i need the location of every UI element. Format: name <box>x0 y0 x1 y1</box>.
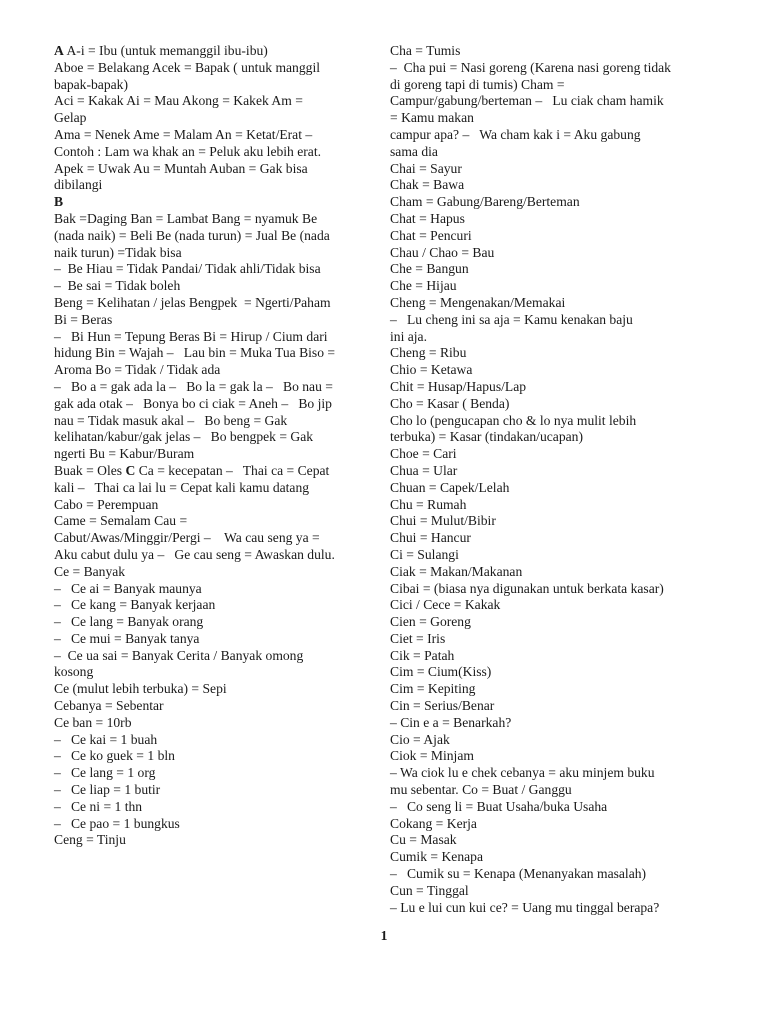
line-text: Cabo = Perempuan <box>54 496 159 512</box>
text-line <box>54 631 380 648</box>
line-text: bapak-bapak) <box>54 76 128 92</box>
line-text: Chu = Rumah <box>390 496 467 512</box>
line-text: – Cumik su = Kenapa (Menanyakan masalah) <box>390 866 647 882</box>
text-line <box>390 631 720 648</box>
line-text: Chat = Pencuri <box>390 227 472 243</box>
text-line <box>54 396 380 413</box>
line-text: Cabut/Awas/Minggir/Pergi – Wa cau seng ya = <box>54 530 320 546</box>
text-line <box>390 329 720 346</box>
line-text: Ce ban = 10rb <box>54 714 132 730</box>
text-line <box>390 463 720 480</box>
text-line <box>390 245 720 262</box>
text-line <box>390 715 720 732</box>
line-text: – Lu cheng ini sa aja = Kamu kenakan baju <box>390 311 633 327</box>
left-column <box>54 43 380 849</box>
text-line <box>390 177 720 194</box>
text-line <box>390 77 720 94</box>
line-text: Cibai = (biasa nya digunakan untuk berkata kasar) <box>390 580 664 596</box>
text-line <box>54 765 380 782</box>
text-line <box>54 77 380 94</box>
text-line <box>54 513 380 530</box>
text-line <box>390 681 720 698</box>
text-line <box>54 43 380 60</box>
line-text: – Ce ni = 1 thn <box>54 798 143 814</box>
text-line <box>54 345 380 362</box>
line-text: kelihatan/kabur/gak jelas – Bo bengpek = Gak <box>54 429 314 445</box>
line-text: Contoh : Lam wa khak an = Peluk aku lebih erat. <box>54 143 322 159</box>
line-text: Cumik = Kenapa <box>390 849 483 865</box>
text-line <box>390 429 720 446</box>
text-line <box>390 480 720 497</box>
text-line <box>390 413 720 430</box>
line-text: – Cha pui = Nasi goreng (Karena nasi goreng tidak <box>390 59 671 75</box>
text-line <box>54 732 380 749</box>
text-line <box>54 429 380 446</box>
line-text: Came = Semalam Cau = <box>54 513 188 529</box>
text-line <box>390 345 720 362</box>
text-line <box>390 866 720 883</box>
text-line <box>390 110 720 127</box>
text-line <box>54 60 380 77</box>
text-line <box>54 93 380 110</box>
line-text: – Be Hiau = Tidak Pandai/ Tidak ahli/Tidak bisa <box>54 261 321 277</box>
line-text: nau = Tidak masuk akal – Bo beng = Gak <box>54 412 288 428</box>
text-line <box>54 832 380 849</box>
line-text: Che = Hijau <box>390 278 457 294</box>
text-line <box>54 295 380 312</box>
line-text: ini aja. <box>390 328 427 344</box>
line-text: – Wa ciok lu e chek cebanya = aku minjem buku <box>390 765 655 781</box>
text-line <box>390 161 720 178</box>
line-text: Cebanya = Sebentar <box>54 698 164 714</box>
line-text: – Ce kai = 1 buah <box>54 731 158 747</box>
right-column <box>390 43 720 916</box>
line-text: Cio = Ajak <box>390 731 450 747</box>
text-line <box>54 194 380 211</box>
line-text: hidung Bin = Wajah – Lau bin = Muka Tua Biso = <box>54 345 336 361</box>
text-line <box>54 530 380 547</box>
text-line <box>390 295 720 312</box>
text-line <box>390 228 720 245</box>
line-text: Choe = Cari <box>390 446 457 462</box>
text-line <box>390 648 720 665</box>
text-line <box>54 278 380 295</box>
text-line <box>54 799 380 816</box>
line-text: Ciok = Minjam <box>390 748 474 764</box>
line-text: Cheng = Mengenakan/Memakai <box>390 294 566 310</box>
line-text: – Be sai = Tidak boleh <box>54 278 181 294</box>
line-text: Cha = Tumis <box>390 43 461 58</box>
text-line <box>54 228 380 245</box>
line-text: – Ce liap = 1 butir <box>54 782 161 798</box>
line-text: Cien = Goreng <box>390 614 471 630</box>
text-line <box>54 816 380 833</box>
text-line <box>390 782 720 799</box>
text-line <box>54 329 380 346</box>
text-line <box>390 832 720 849</box>
section-letter: C <box>125 462 136 478</box>
line-text: Apek = Uwak Au = Muntah Auban = Gak bisa <box>54 160 308 176</box>
line-text: – Ce ua sai = Banyak Cerita / Banyak omong <box>54 647 304 663</box>
text-line <box>390 698 720 715</box>
text-line <box>54 261 380 278</box>
line-text: – Ce mui = Banyak tanya <box>54 630 200 646</box>
line-text: Cun = Tinggal <box>390 882 469 898</box>
text-line <box>390 144 720 161</box>
line-text: dibilangi <box>54 177 103 193</box>
line-text: kosong <box>54 664 94 680</box>
line-text: Cici / Cece = Kakak <box>390 597 501 613</box>
line-text: naik turun) =Tidak bisa <box>54 244 182 260</box>
text-line <box>390 497 720 514</box>
text-line <box>54 497 380 514</box>
text-line <box>390 43 720 60</box>
line-text: Ce = Banyak <box>54 563 126 579</box>
line-text: Cokang = Kerja <box>390 815 477 831</box>
text-line <box>54 161 380 178</box>
line-text: Chui = Hancur <box>390 530 471 546</box>
text-line <box>390 446 720 463</box>
line-text: Aci = Kakak Ai = Mau Akong = Kakek Am = <box>54 93 303 109</box>
text-line <box>390 883 720 900</box>
text-line <box>54 664 380 681</box>
line-text: Chio = Ketawa <box>390 362 473 378</box>
line-text: Chai = Sayur <box>390 160 462 176</box>
line-text: Bi = Beras <box>54 311 113 327</box>
line-text: Cho = Kasar ( Benda) <box>390 395 510 411</box>
text-line <box>54 581 380 598</box>
line-text: – Lu e lui cun kui ce? = Uang mu tinggal berapa? <box>390 899 660 915</box>
text-line <box>390 261 720 278</box>
line-text: – Ce pao = 1 bungkus <box>54 815 180 831</box>
text-line <box>390 816 720 833</box>
line-text: = Kamu makan <box>390 110 474 126</box>
line-text: Cik = Patah <box>390 647 455 663</box>
section-letter: B <box>54 194 64 210</box>
text-line <box>54 463 380 480</box>
line-text: Cheng = Ribu <box>390 345 467 361</box>
text-line <box>390 211 720 228</box>
line-text: Ceng = Tinju <box>54 832 126 848</box>
text-line <box>390 379 720 396</box>
text-line <box>54 597 380 614</box>
line-text: (nada naik) = Beli Be (nada turun) = Jual Be (nada <box>54 227 330 243</box>
text-line <box>54 698 380 715</box>
text-line <box>390 127 720 144</box>
line-text: mu sebentar. Co = Buat / Ganggu <box>390 782 572 798</box>
text-line <box>54 379 380 396</box>
text-line <box>390 362 720 379</box>
line-text: sama dia <box>390 143 438 159</box>
line-text: Gelap <box>54 110 87 126</box>
text-line <box>390 900 720 917</box>
line-text: Cim = Kepiting <box>390 681 476 697</box>
line-text: Campur/gabung/berteman – Lu ciak cham hamik <box>390 93 664 109</box>
section-letter: A <box>54 43 64 58</box>
text-line <box>54 715 380 732</box>
text-line <box>54 312 380 329</box>
line-text: Cim = Cium(Kiss) <box>390 664 492 680</box>
line-text: Ce (mulut lebih terbuka) = Sepi <box>54 681 227 697</box>
line-text: kali – Thai ca lai lu = Cepat kali kamu datang <box>54 479 310 495</box>
line-text: Cin = Serius/Benar <box>390 698 495 714</box>
line-text: Ciet = Iris <box>390 630 446 646</box>
text-line <box>54 681 380 698</box>
text-line <box>54 177 380 194</box>
line-text: Chit = Husap/Hapus/Lap <box>390 378 527 394</box>
text-line <box>390 93 720 110</box>
text-line <box>390 194 720 211</box>
text-line <box>390 849 720 866</box>
line-text: Buak = Oles <box>54 462 126 478</box>
text-line <box>390 513 720 530</box>
text-line <box>390 765 720 782</box>
line-text: Beng = Kelihatan / jelas Bengpek = Ngerti/Paham <box>54 294 331 310</box>
line-text: – Bo a = gak ada la – Bo la = gak la – Bo nau = <box>54 378 333 394</box>
line-text: Ci = Sulangi <box>390 546 459 562</box>
line-text: – Ce ai = Banyak maunya <box>54 580 202 596</box>
text-line <box>390 597 720 614</box>
line-text: Chua = Ular <box>390 462 458 478</box>
line-text: ngerti Bu = Kabur/Buram <box>54 446 195 462</box>
text-line <box>390 60 720 77</box>
text-line <box>390 564 720 581</box>
line-text: Chat = Hapus <box>390 210 465 226</box>
text-line <box>390 530 720 547</box>
text-line <box>390 748 720 765</box>
text-line <box>390 581 720 598</box>
text-line <box>390 547 720 564</box>
text-line <box>390 278 720 295</box>
text-line <box>54 127 380 144</box>
text-line <box>390 732 720 749</box>
line-text: Chui = Mulut/Bibir <box>390 513 496 529</box>
text-line <box>390 664 720 681</box>
line-text: Ciak = Makan/Makanan <box>390 563 523 579</box>
line-text: Aroma Bo = Tidak / Tidak ada <box>54 362 221 378</box>
line-text: – Cin e a = Benarkah? <box>390 714 512 730</box>
line-text: Chau / Chao = Bau <box>390 244 495 260</box>
line-text: Che = Bangun <box>390 261 469 277</box>
line-text: – Co seng li = Buat Usaha/buka Usaha <box>390 798 608 814</box>
line-text: Ama = Nenek Ame = Malam An = Ketat/Erat – <box>54 126 313 142</box>
line-text: Cho lo (pengucapan cho & lo nya mulit lebih <box>390 412 637 428</box>
text-line <box>54 648 380 665</box>
text-line <box>54 564 380 581</box>
text-line <box>54 245 380 262</box>
line-text: campur apa? – Wa cham kak i = Aku gabung <box>390 126 641 142</box>
line-text: – Bi Hun = Tepung Beras Bi = Hirup / Cium dari <box>54 328 328 344</box>
line-text: – Ce lang = 1 org <box>54 765 156 781</box>
line-text: Bak =Daging Ban = Lambat Bang = nyamuk Be <box>54 210 318 226</box>
text-line <box>390 396 720 413</box>
line-text: terbuka) = Kasar (tindakan/ucapan) <box>390 429 583 445</box>
line-text: Ca = kecepatan – Thai ca = Cepat <box>135 462 330 478</box>
text-line <box>54 748 380 765</box>
text-line <box>54 480 380 497</box>
text-line <box>54 547 380 564</box>
page-number: 1 <box>380 928 388 943</box>
line-text: Cham = Gabung/Bareng/Berteman <box>390 194 580 210</box>
line-text: Aku cabut dulu ya – Ge cau seng = Awaskan dulu. <box>54 546 335 562</box>
text-line <box>390 312 720 329</box>
text-line <box>54 110 380 127</box>
line-text: Chak = Bawa <box>390 177 465 193</box>
line-text: A-i = Ibu (untuk memanggil ibu-ibu) <box>63 43 268 58</box>
line-text: Chuan = Capek/Lelah <box>390 479 510 495</box>
text-line <box>390 614 720 631</box>
text-line <box>54 446 380 463</box>
line-text: Cu = Masak <box>390 832 457 848</box>
line-text: di goreng tapi di tumis) Cham = <box>390 76 565 92</box>
line-text: gak ada otak – Bonya bo ci ciak = Aneh – Bo jip <box>54 395 332 411</box>
line-text: Aboe = Belakang Acek = Bapak ( untuk manggil <box>54 59 321 75</box>
text-line <box>54 413 380 430</box>
line-text: – Ce lang = Banyak orang <box>54 614 204 630</box>
text-line <box>54 782 380 799</box>
text-line <box>54 211 380 228</box>
text-line <box>54 144 380 161</box>
line-text: – Ce kang = Banyak kerjaan <box>54 597 216 613</box>
line-text: – Ce ko guek = 1 bln <box>54 748 175 764</box>
text-line <box>54 362 380 379</box>
text-line <box>390 799 720 816</box>
text-line <box>54 614 380 631</box>
